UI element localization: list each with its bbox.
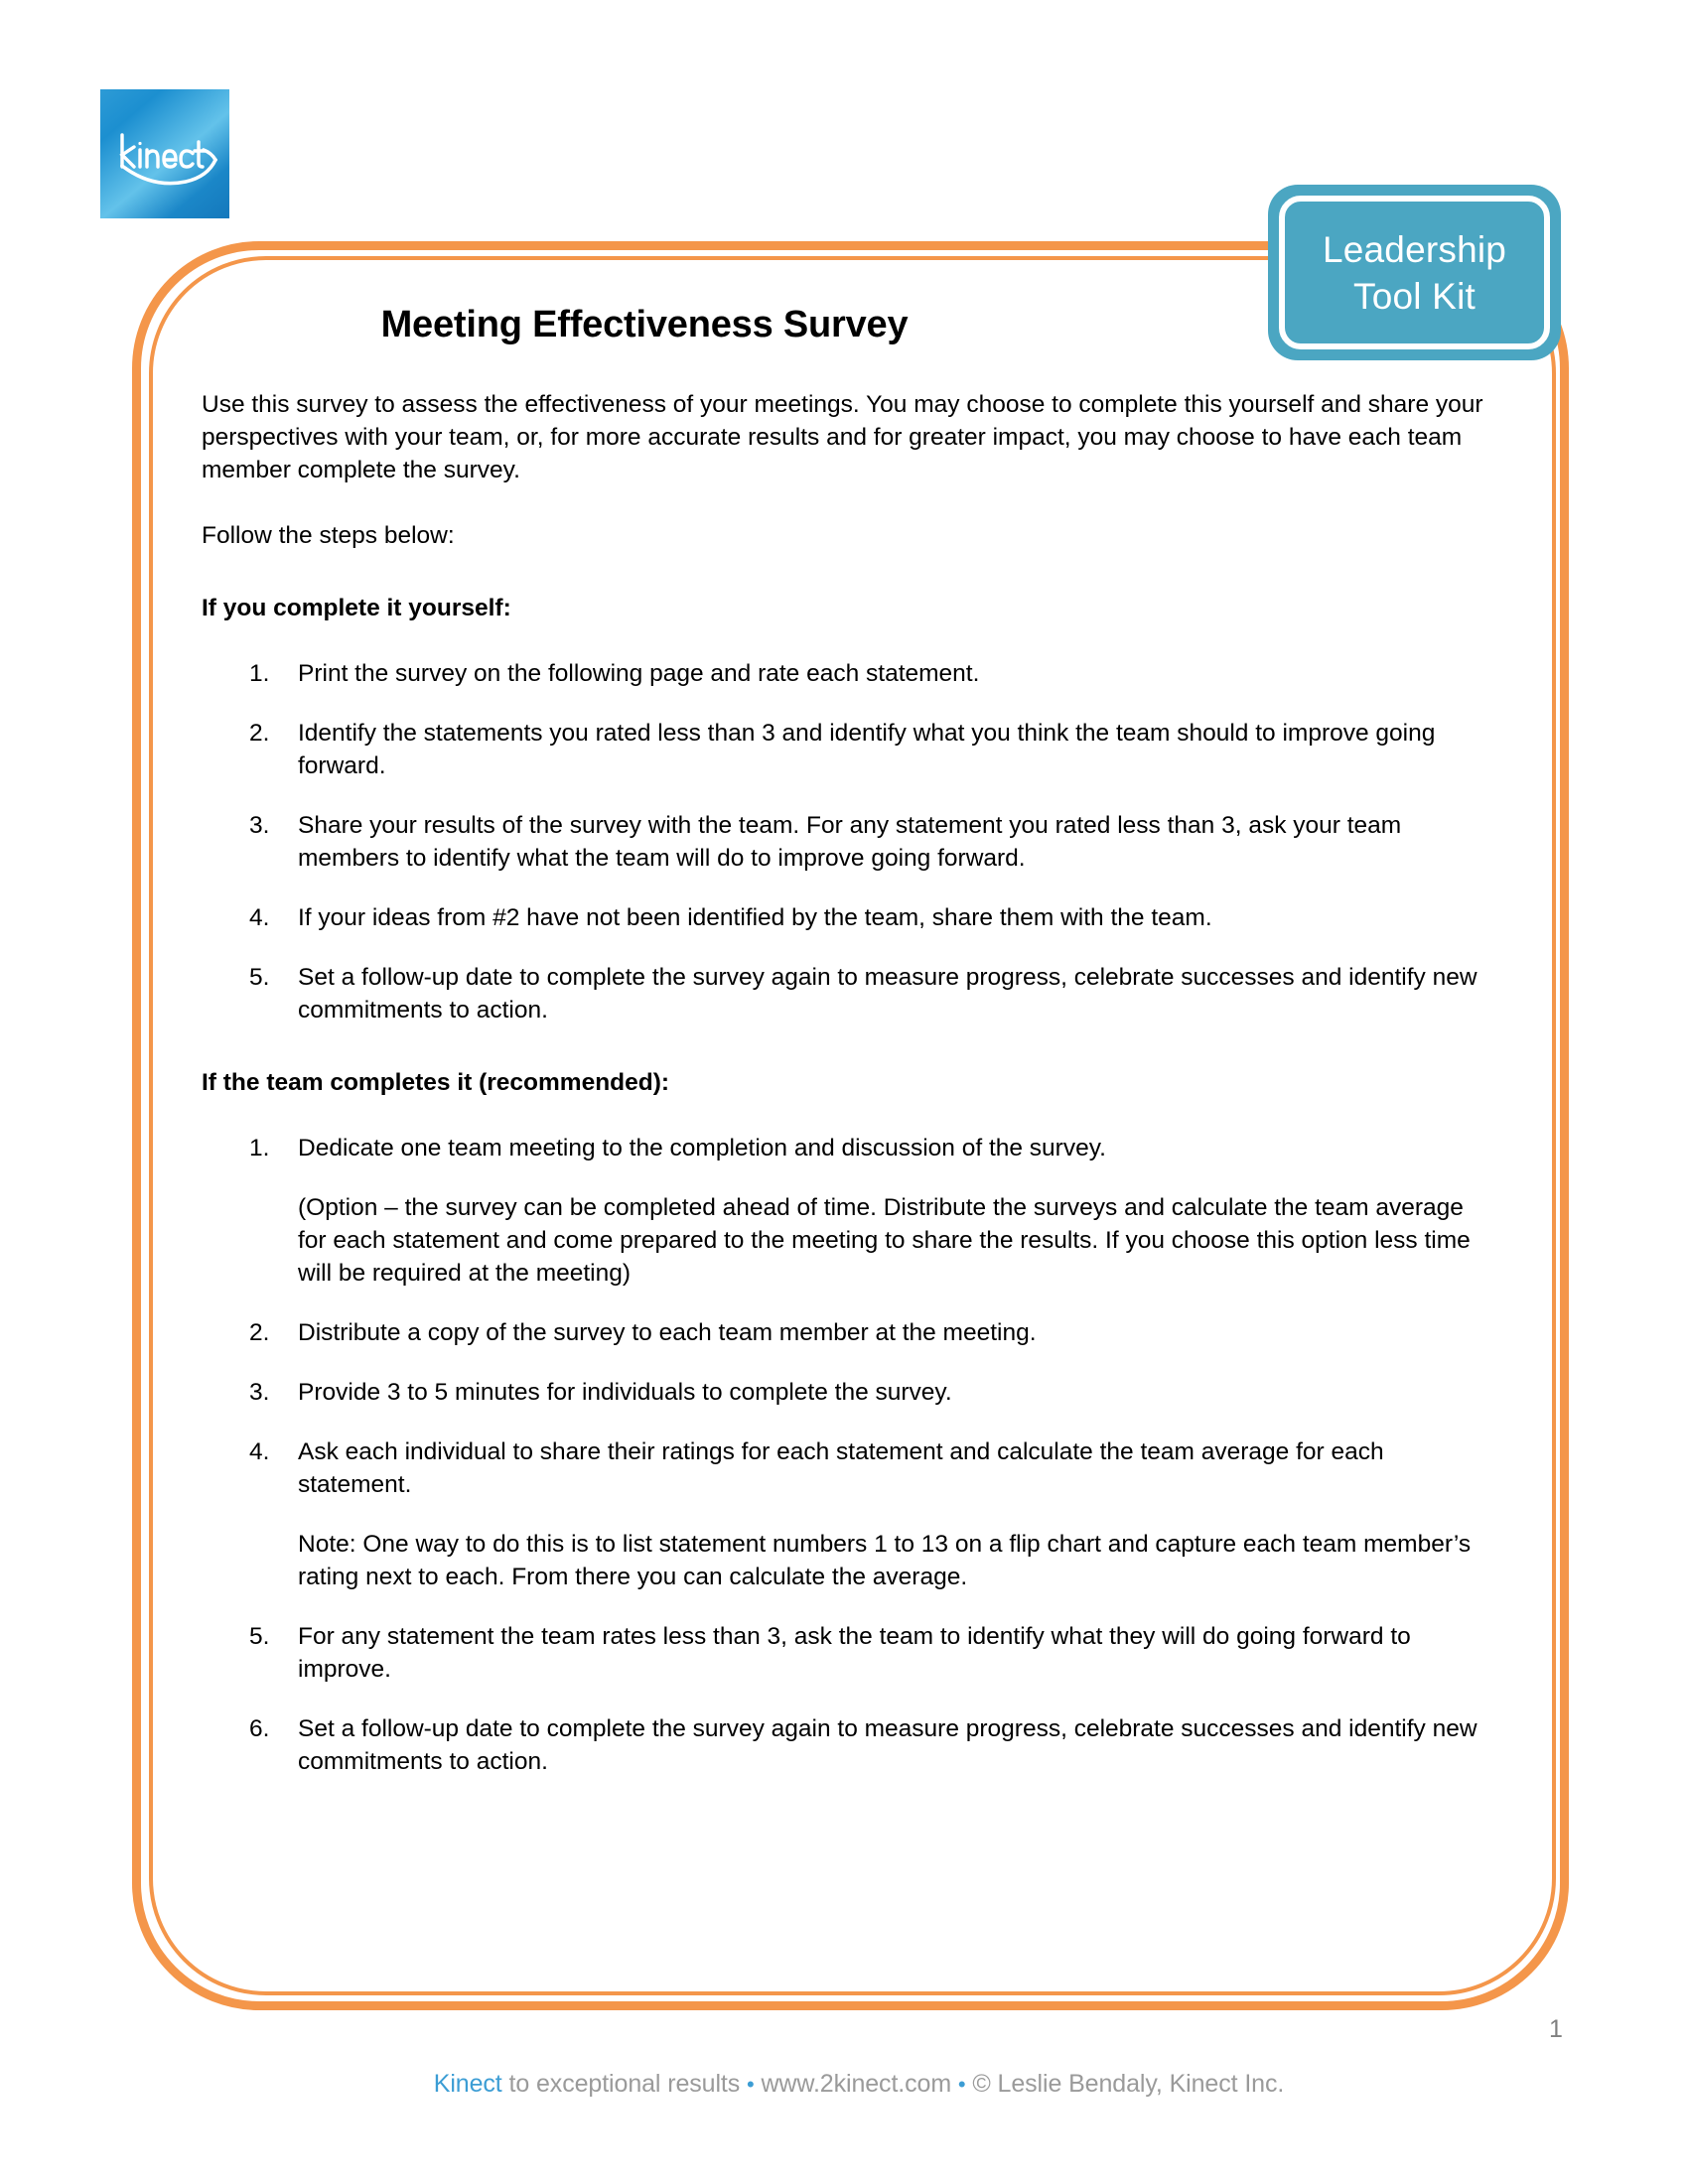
- list-item-number: 1.: [249, 1135, 270, 1161]
- list-item-text: Set a follow-up date to complete the survey again to measure progress, celebrate successes and identify new commitments to action.: [298, 1715, 1477, 1775]
- list-item-text: Identify the statements you rated less than 3 and identify what you think the team should to improve going forward.: [298, 720, 1436, 779]
- list-item-text: Print the survey on the following page and rate each statement.: [298, 660, 980, 687]
- kinect-logo: [100, 89, 229, 218]
- steps-list-team: [202, 1132, 1492, 1778]
- list-item-text: Share your results of the survey with the team. For any statement you rated less than 3, ask your team members to identify what the team will do to improve going forward.: [298, 812, 1402, 872]
- list-item-text: Provide 3 to 5 minutes for individuals to complete the survey.: [298, 1379, 952, 1406]
- list-item: [202, 901, 1492, 934]
- list-item: [202, 1316, 1492, 1349]
- page-number: 1: [1549, 2015, 1563, 2043]
- list-item: [202, 961, 1492, 1026]
- list-item: [202, 1376, 1492, 1409]
- footer-website: www.2kinect.com: [754, 2070, 958, 2098]
- flip-chart-note: Note: One way to do this is to list statement numbers 1 to 13 on a flip chart and capture each team member’s rating next to each. From there you can calculate the average.: [298, 1531, 1472, 1590]
- badge-line-1: Leadership: [1322, 228, 1507, 270]
- list-item-text: Set a follow-up date to complete the survey again to measure progress, celebrate successes and identify new commitments to action.: [298, 964, 1477, 1024]
- list-item: [202, 657, 1492, 690]
- list-item-text: Ask each individual to share their ratings for each statement and calculate the team average for each statement.: [298, 1438, 1384, 1498]
- list-item: [202, 809, 1492, 875]
- footer-tagline: to exceptional results: [501, 2070, 747, 2098]
- list-item: [202, 1132, 1492, 1164]
- list-item: [202, 1712, 1492, 1778]
- list-item-number: 3.: [249, 812, 270, 839]
- list-item-number: 2.: [249, 1319, 270, 1346]
- list-item-text: For any statement the team rates less than 3, ask the team to identify what they will do going forward to improve.: [298, 1623, 1411, 1683]
- kinect-logo-icon: [100, 89, 229, 218]
- badge-line-2: Tool Kit: [1353, 275, 1476, 317]
- list-item-number: 2.: [249, 720, 270, 747]
- list-item-text: Distribute a copy of the survey to each team member at the meeting.: [298, 1319, 1037, 1346]
- list-item-number: 5.: [249, 964, 270, 991]
- footer-copyright: © Leslie Bendaly, Kinect Inc.: [965, 2070, 1285, 2098]
- footer-brand: Kinect: [433, 2070, 502, 2098]
- list-item-number: 6.: [249, 1715, 270, 1742]
- footer-separator-1: •: [747, 2072, 755, 2097]
- option-note: (Option – the survey can be completed ahead of time. Distribute the surveys and calculate the team average for each statement and come prepared to the meeting to share the results. If you choose this option less time will be required at the meeting): [298, 1194, 1471, 1287]
- list-item-number: 3.: [249, 1379, 270, 1406]
- section-heading-team: If the team completes it (recommended):: [202, 1069, 670, 1096]
- leadership-tool-kit-badge: [1268, 185, 1561, 360]
- document-body: [202, 388, 1492, 1804]
- list-item-number: 4.: [249, 1438, 270, 1465]
- section-heading-self: If you complete it yourself:: [202, 595, 511, 621]
- follow-steps-line: Follow the steps below:: [202, 522, 455, 549]
- badge-text: [1268, 185, 1561, 360]
- footer-separator-2: •: [957, 2072, 966, 2097]
- list-item: [202, 1435, 1492, 1501]
- list-item-number: 5.: [249, 1623, 270, 1650]
- footer: [0, 2070, 1688, 2099]
- intro-paragraph: Use this survey to assess the effectiveness of your meetings. You may choose to complete this yourself and share your perspectives with your team, or, for more accurate results and for greater impact, you may choose to have each team member complete the survey.: [202, 391, 1483, 483]
- list-item-text: Dedicate one team meeting to the completion and discussion of the survey.: [298, 1135, 1106, 1161]
- steps-list-self: [202, 657, 1492, 1026]
- list-item: [202, 717, 1492, 782]
- list-item-text: If your ideas from #2 have not been identified by the team, share them with the team.: [298, 904, 1212, 931]
- page-title: Meeting Effectiveness Survey: [380, 304, 909, 345]
- list-item: [202, 1620, 1492, 1686]
- list-item-number: 1.: [249, 660, 270, 687]
- list-item-number: 4.: [249, 904, 270, 931]
